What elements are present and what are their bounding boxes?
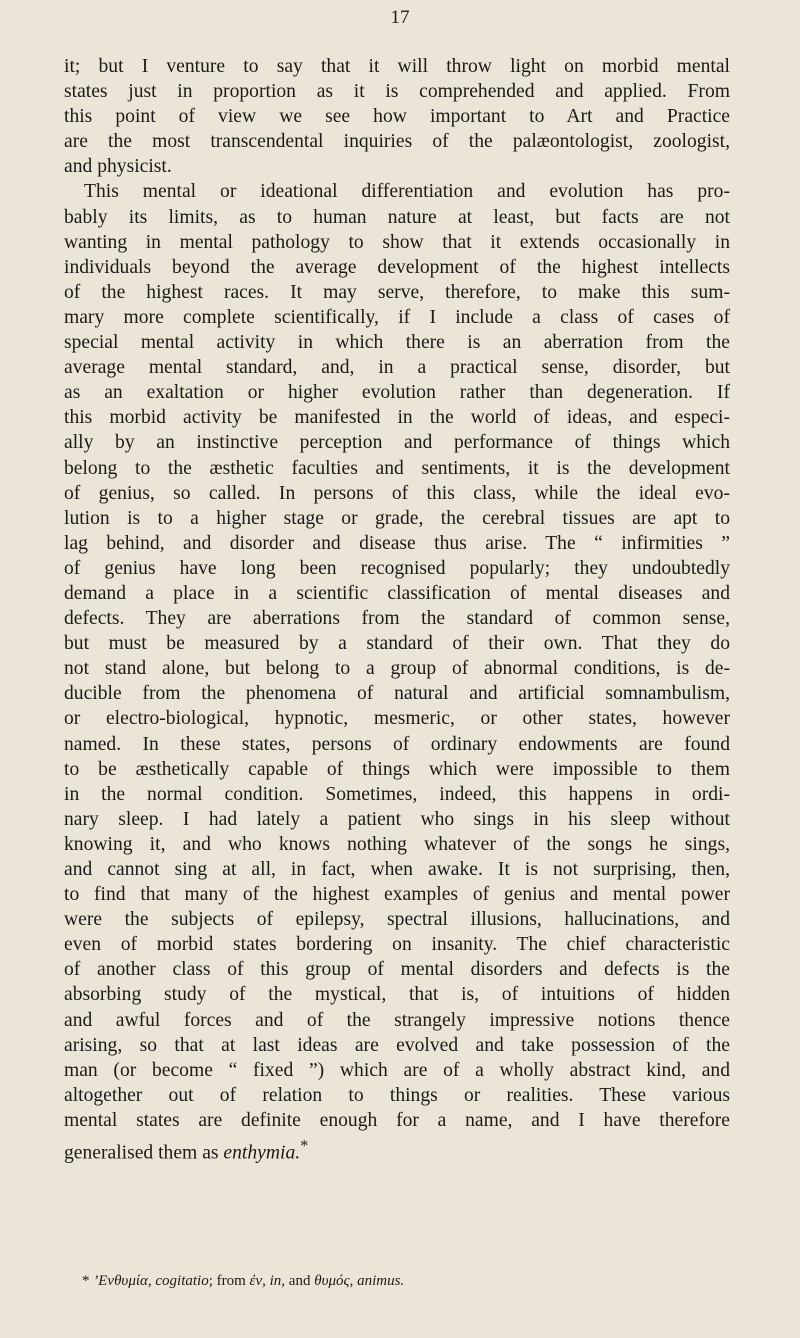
text-line: were the subjects of epilepsy, spectral illusions, hallucinations, and (64, 909, 730, 931)
footnote-text-and: and (288, 1273, 311, 1289)
text-line: bably its limits, as to human nature at least, but facts are not (64, 206, 730, 228)
footnote-marker: * (82, 1273, 90, 1289)
text-line: ducible from the phenomena of natural and artificial somnambulism, (64, 683, 730, 705)
footnote-root-meaning: animus. (357, 1273, 405, 1289)
text-line: or electro-biological, hypnotic, mesmeric, or other states, however (64, 708, 730, 730)
text-line: in the normal condition. Sometimes, indeed, this happens in ordi- (64, 783, 730, 805)
text-line: This mental or ideational differentiation and evolution has pro- (84, 181, 730, 203)
text-line: are the most transcendental inquiries of the palæontologist, zoologist, (64, 131, 730, 153)
text-line: special mental activity in which there is an aberration from the (64, 332, 730, 354)
text-line: defects. They are aberrations from the standard of common sense, (64, 608, 730, 630)
footnote-prefix-meaning: in, (269, 1273, 286, 1289)
text-line: of genius have long been recognised popularly; they undoubtedly (64, 557, 730, 579)
text-line: of genius, so called. In persons of this class, while the ideal evo- (64, 482, 730, 504)
text-line: to find that many of the highest examples of genius and mental power (64, 884, 730, 906)
text-line: it; but I venture to say that it will throw light on morbid mental (64, 56, 730, 77)
footnote-greek-word: ’Ενθυμία, (93, 1273, 152, 1289)
footnote (82, 1271, 742, 1291)
text-line-final-start: generalised them as (64, 1142, 219, 1164)
text-line: but must be measured by a standard of their own. That they do (64, 633, 730, 655)
term-enthymia: enthymia. (223, 1142, 301, 1164)
text-line: average mental standard, and, in a practical sense, disorder, but (64, 357, 730, 379)
text-line: nary sleep. I had lately a patient who sings in his sleep without (64, 808, 730, 830)
footnote-latin-word: cogitatio (155, 1273, 209, 1289)
text-line: even of morbid states bordering on insanity. The chief characteristic (64, 934, 730, 956)
text-line: mental states are definite enough for a name, and I have therefore (64, 1109, 730, 1131)
text-line: of another class of this group of mental disorders and defects is the (64, 959, 730, 981)
text-line: this point of view we see how important to Art and Practice (64, 106, 730, 128)
text-line: named. In these states, persons of ordinary endowments are found (64, 733, 730, 755)
text-line: knowing it, and who knows nothing whatever of the songs he sings, (64, 833, 730, 855)
text-line: to be æsthetically capable of things which were impossible to them (64, 758, 730, 780)
text-line: absorbing study of the mystical, that is, of intuitions of hidden (64, 984, 730, 1006)
text-line: states just in proportion as it is comprehended and applied. From (64, 81, 730, 103)
text-line: mary more complete scientifically, if I include a class of cases of (64, 306, 730, 328)
text-line: and awful forces and of the strangely impressive notions thence (64, 1009, 730, 1031)
text-line: and cannot sing at all, in fact, when awake. It is not surprising, then, (64, 859, 730, 880)
footnote-text-from: ; from (208, 1273, 246, 1289)
body-text (64, 54, 730, 1164)
text-line: arising, so that at last ideas are evolved and take possession of the (64, 1034, 730, 1056)
text-line: lution is to a higher stage or grade, the cerebral tissues are apt to (64, 507, 730, 529)
footnote-reference-marker: * (300, 1136, 309, 1156)
text-line: and physicist. (64, 156, 172, 178)
footnote-greek-prefix: ἐν, (249, 1273, 266, 1289)
text-line: of the highest races. It may serve, therefore, to make this sum- (64, 281, 730, 303)
text-line: man (or become “ fixed ”) which are of a wholly abstract kind, and (64, 1059, 730, 1081)
text-line-final (64, 1133, 730, 1164)
text-line: not stand alone, but belong to a group of abnormal conditions, is de- (64, 658, 730, 680)
text-line: belong to the æsthetic faculties and sentiments, it is the development (64, 457, 730, 479)
footnote-greek-root: θυμός, (314, 1273, 354, 1289)
text-line: ally by an instinctive perception and performance of things which (64, 432, 730, 454)
text-line: lag behind, and disorder and disease thus arise. The “ infirmities ” (64, 532, 730, 554)
text-line: altogether out of relation to things or realities. These various (64, 1084, 730, 1106)
text-line: this morbid activity be manifested in the world of ideas, and especi- (64, 407, 730, 429)
page-number: 17 (390, 7, 410, 28)
text-line: as an exaltation or higher evolution rather than degeneration. If (64, 382, 730, 404)
text-line: wanting in mental pathology to show that it extends occasionally in (64, 231, 730, 253)
text-line: demand a place in a scientific classification of mental diseases and (64, 582, 730, 604)
text-line: individuals beyond the average development of the highest intellects (64, 256, 730, 278)
